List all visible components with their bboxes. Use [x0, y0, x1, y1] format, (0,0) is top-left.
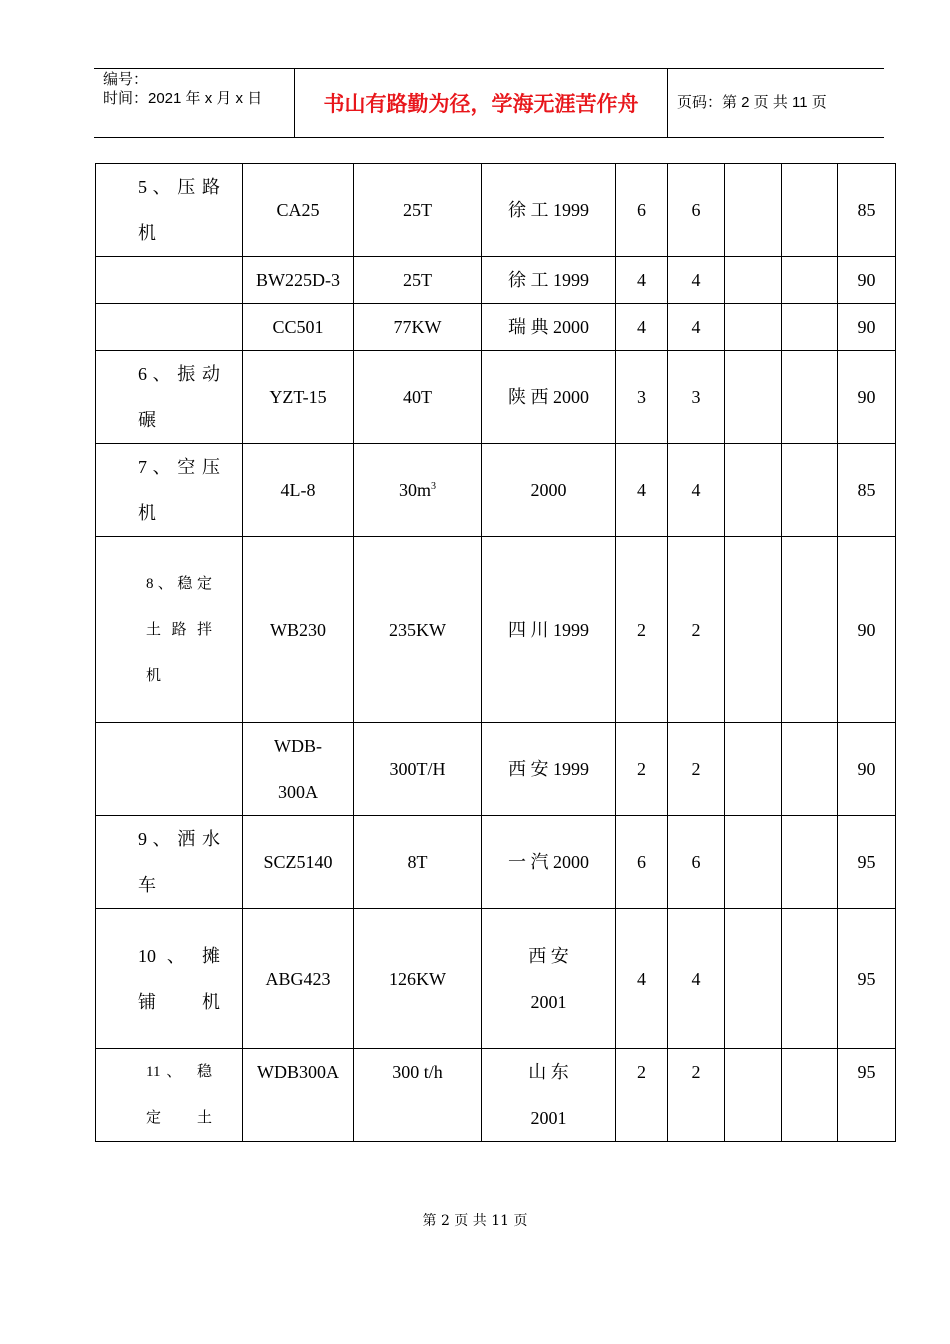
rate-cell: 95	[838, 816, 896, 909]
quantity-cell: 6	[616, 164, 668, 257]
spec-value: 30m	[398, 480, 431, 500]
quantity-cell: 4	[668, 304, 725, 351]
equipment-name-cell: 10 、 摊 铺 机	[96, 909, 243, 1049]
empty-cell	[725, 537, 782, 723]
empty-cell	[782, 1049, 838, 1142]
rate-cell: 90	[838, 257, 896, 304]
equipment-name-cell: 11、 稳 定 土	[96, 1049, 243, 1142]
equipment-name-cell	[96, 257, 243, 304]
model-cell: WDB-300A	[243, 723, 354, 816]
table-row	[96, 723, 896, 816]
spec-exponent: 3	[431, 481, 436, 492]
spec-cell: 25T	[354, 164, 482, 257]
model-cell: 4L-8	[243, 444, 354, 537]
origin-cell: 瑞 典 2000	[482, 304, 616, 351]
model-cell: SCZ5140	[243, 816, 354, 909]
equipment-name-cell: 6 、 振 动 碾	[96, 351, 243, 444]
rate-cell: 95	[838, 1049, 896, 1142]
quantity-cell: 3	[668, 351, 725, 444]
empty-cell	[782, 444, 838, 537]
origin-cell: 西 安 1999	[482, 723, 616, 816]
empty-cell	[782, 257, 838, 304]
spec-cell: 126KW	[354, 909, 482, 1049]
quantity-cell: 6	[616, 816, 668, 909]
table-row	[96, 1049, 896, 1142]
spec-cell	[354, 444, 482, 537]
rate-cell: 90	[838, 537, 896, 723]
empty-cell	[782, 304, 838, 351]
empty-cell	[782, 723, 838, 816]
empty-cell	[782, 909, 838, 1049]
equipment-name-cell: 8 、 稳 定 土 路 拌 机	[96, 537, 243, 723]
spec-cell: 40T	[354, 351, 482, 444]
header-motto: 书山有路勤为径，学海无涯苦作舟	[323, 92, 639, 116]
model-cell: BW225D-3	[243, 257, 354, 304]
model-cell: CA25	[243, 164, 354, 257]
equipment-name-cell: 7 、 空 压 机	[96, 444, 243, 537]
empty-cell	[782, 537, 838, 723]
page-footer: 第 2 页 共 11 页	[422, 1213, 528, 1229]
quantity-cell: 2	[616, 723, 668, 816]
quantity-cell: 2	[668, 1049, 725, 1142]
page-header	[94, 68, 884, 138]
origin-cell: 陕 西 2000	[482, 351, 616, 444]
quantity-cell: 4	[616, 909, 668, 1049]
table-row	[96, 909, 896, 1049]
header-page-cell	[668, 69, 884, 137]
model-cell: WDB300A	[243, 1049, 354, 1142]
quantity-cell: 6	[668, 164, 725, 257]
origin-cell: 山 东 2001	[482, 1049, 616, 1142]
model-cell: WB230	[243, 537, 354, 723]
empty-cell	[725, 909, 782, 1049]
quantity-cell: 2	[668, 723, 725, 816]
table-row	[96, 444, 896, 537]
quantity-cell: 6	[668, 816, 725, 909]
table-row	[96, 816, 896, 909]
empty-cell	[725, 164, 782, 257]
empty-cell	[725, 816, 782, 909]
quantity-cell: 4	[668, 257, 725, 304]
table-row	[96, 537, 896, 723]
quantity-cell: 4	[616, 444, 668, 537]
empty-cell	[725, 351, 782, 444]
origin-cell: 西 安 2001	[482, 909, 616, 1049]
table-row	[96, 304, 896, 351]
empty-cell	[725, 1049, 782, 1142]
header-page-info: 页码：第 2 页 共 11 页	[677, 94, 827, 111]
quantity-cell: 3	[616, 351, 668, 444]
equipment-table	[95, 163, 896, 1142]
equipment-name-cell	[96, 723, 243, 816]
equipment-name-cell: 5 、 压 路 机	[96, 164, 243, 257]
table-row	[96, 257, 896, 304]
table-row	[96, 351, 896, 444]
quantity-cell: 4	[668, 444, 725, 537]
rate-cell: 95	[838, 909, 896, 1049]
document-time-label: 时间：2021 年 x 月 x 日	[103, 90, 263, 107]
empty-cell	[725, 257, 782, 304]
spec-cell: 300 t/h	[354, 1049, 482, 1142]
quantity-cell: 2	[668, 537, 725, 723]
empty-cell	[782, 351, 838, 444]
header-meta-cell	[94, 69, 295, 137]
origin-cell: 2000	[482, 444, 616, 537]
rate-cell: 90	[838, 304, 896, 351]
spec-cell: 300T/H	[354, 723, 482, 816]
rate-cell: 90	[838, 351, 896, 444]
spec-cell: 235KW	[354, 537, 482, 723]
rate-cell: 85	[838, 164, 896, 257]
spec-cell: 25T	[354, 257, 482, 304]
spec-cell: 77KW	[354, 304, 482, 351]
quantity-cell: 2	[616, 1049, 668, 1142]
empty-cell	[725, 444, 782, 537]
quantity-cell: 4	[616, 257, 668, 304]
rate-cell: 85	[838, 444, 896, 537]
quantity-cell: 4	[668, 909, 725, 1049]
rate-cell: 90	[838, 723, 896, 816]
quantity-cell: 2	[616, 537, 668, 723]
document-code-label: 编号：	[103, 71, 149, 88]
spec-cell: 8T	[354, 816, 482, 909]
model-cell: ABG423	[243, 909, 354, 1049]
header-motto-cell	[295, 69, 668, 137]
table-row	[96, 164, 896, 257]
origin-cell: 四 川 1999	[482, 537, 616, 723]
quantity-cell: 4	[616, 304, 668, 351]
empty-cell	[725, 304, 782, 351]
empty-cell	[782, 816, 838, 909]
origin-cell: 徐 工 1999	[482, 164, 616, 257]
origin-cell: 徐 工 1999	[482, 257, 616, 304]
model-cell: YZT-15	[243, 351, 354, 444]
empty-cell	[782, 164, 838, 257]
origin-cell: 一 汽 2000	[482, 816, 616, 909]
equipment-name-cell: 9 、 洒 水 车	[96, 816, 243, 909]
equipment-name-cell	[96, 304, 243, 351]
model-cell: CC501	[243, 304, 354, 351]
empty-cell	[725, 723, 782, 816]
